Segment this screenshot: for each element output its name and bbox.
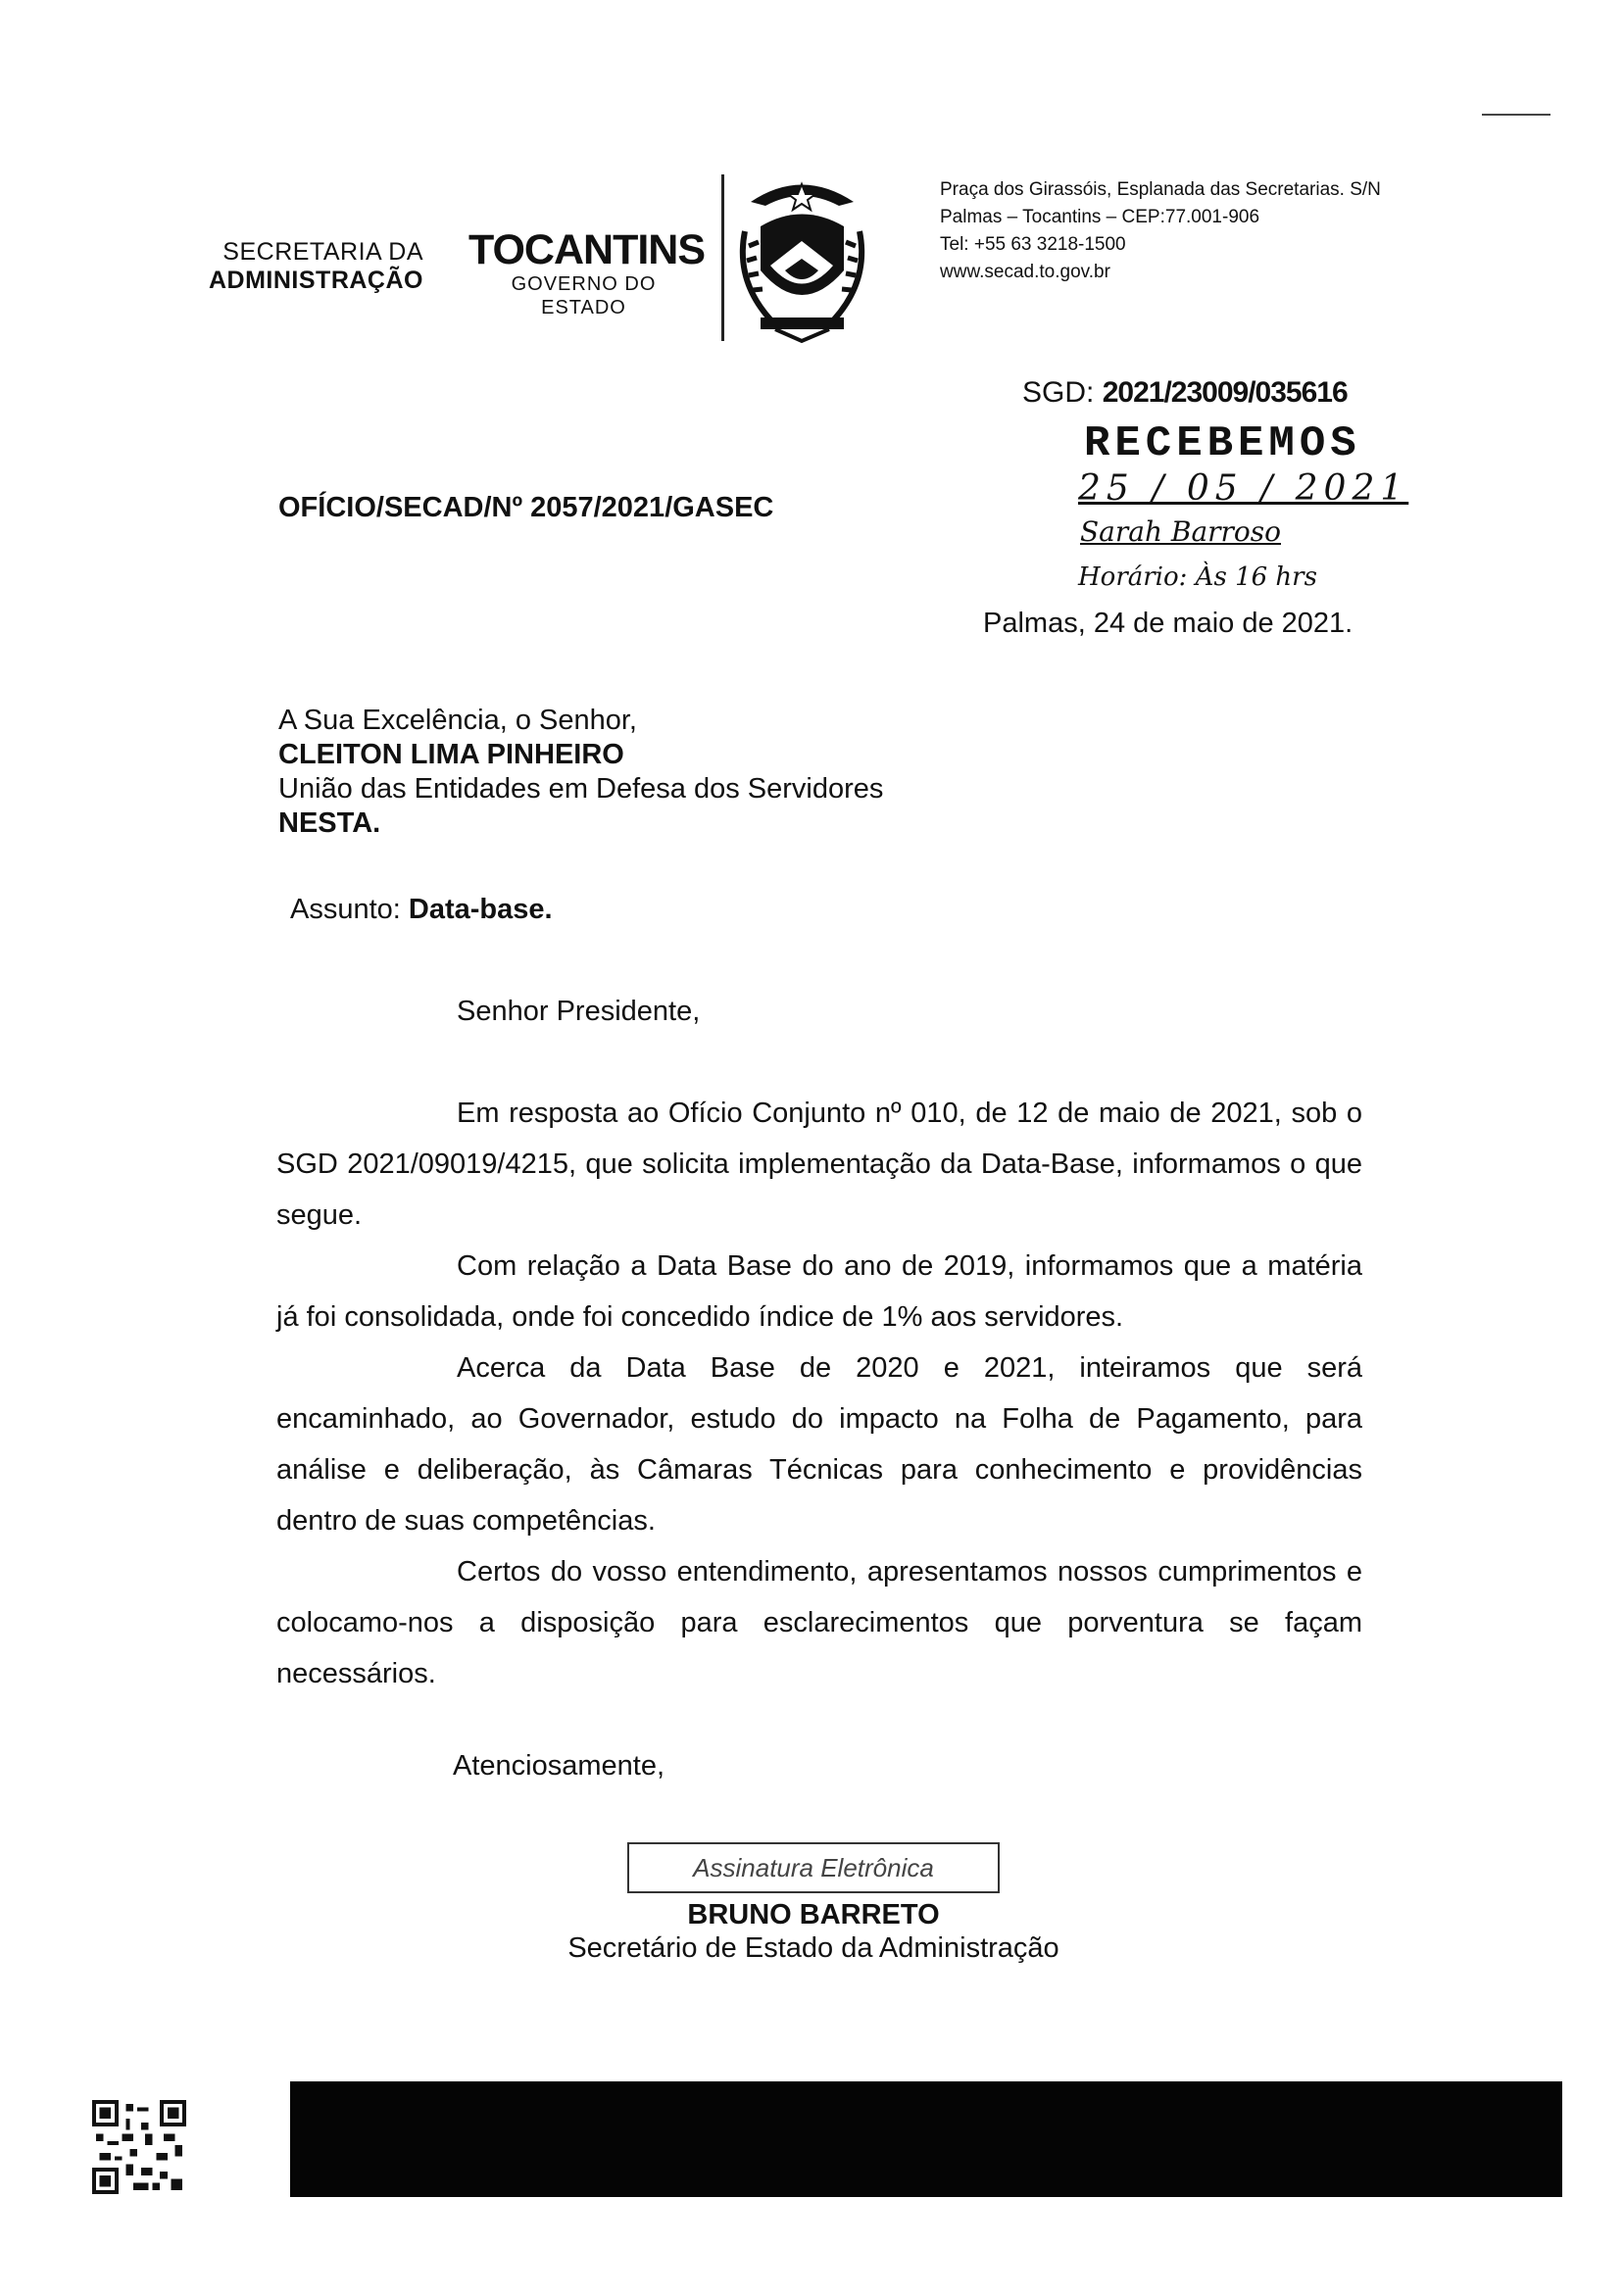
stamp-date: 25 / 05 / 2021	[1078, 468, 1409, 509]
subject-label: Assunto:	[290, 894, 401, 925]
addressee-greeting: A Sua Excelência, o Senhor,	[278, 705, 637, 736]
header-divider	[721, 174, 724, 341]
received-stamp: RECEBEMOS	[1084, 419, 1361, 468]
sgd-label: SGD:	[1022, 376, 1095, 409]
redacted-block	[290, 2081, 1562, 2197]
document-number: OFÍCIO/SECAD/Nº 2057/2021/GASEC	[278, 492, 774, 523]
electronic-signature-box: Assinatura Eletrônica	[627, 1842, 1000, 1893]
state-name: TOCANTINS	[468, 226, 706, 273]
body-paragraph: Com relação a Data Base do ano de 2019, informamos que a matéria já foi consolidada, onde foi concedido índice de 1% aos servidores.	[276, 1250, 1362, 1333]
document-date: Palmas, 24 de maio de 2021.	[983, 608, 1353, 639]
body-paragraph: Acerca da Data Base de 2020 e 2021, inteiramos que será encaminhado, ao Governador, estudo do impacto na Folha de Pagamento, para análise e deliberação, às Câmaras Técnicas para conhecimento e providências dentro de suas competências.	[276, 1352, 1362, 1537]
contact-address: Praça dos Girassóis, Esplanada das Secretarias. S/N	[940, 179, 1381, 200]
signer-name: BRUNO BARRETO	[687, 1899, 940, 1930]
state-logo-text	[468, 226, 706, 319]
contact-info	[940, 176, 1381, 286]
signer-role: Secretário de Estado da Administração	[567, 1932, 1059, 1964]
secretaria-name	[206, 238, 423, 295]
body-paragraph: Em resposta ao Ofício Conjunto nº 010, de 12 de maio de 2021, sob o SGD 2021/09019/4215, que solicita implementação da Data-Base, informamos o que segue.	[276, 1098, 1362, 1231]
subject-value: Data-base.	[408, 894, 553, 925]
stamp-time: Horário: Às 16 hrs	[1078, 562, 1317, 592]
stamp-signature: Sarah Barroso	[1080, 515, 1282, 548]
contact-website: www.secad.to.gov.br	[940, 262, 1110, 282]
scan-mark	[1482, 114, 1550, 116]
qr-code-icon	[92, 2099, 186, 2195]
body-paragraph: Certos do vosso entendimento, apresentamos nossos cumprimentos e colocamo-nos a disposição para esclarecimentos que porventura se façam necessários.	[276, 1556, 1362, 1689]
addressee-place: NESTA.	[278, 807, 381, 839]
secretaria-line2: ADMINISTRAÇÃO	[209, 267, 423, 294]
contact-city: Palmas – Tocantins – CEP:77.001-906	[940, 207, 1260, 227]
letter-body	[276, 1088, 1362, 1699]
closing: Atenciosamente,	[453, 1750, 665, 1782]
subject-line	[290, 894, 553, 926]
sgd-number: 2021/23009/035616	[1102, 376, 1348, 409]
sgd-reference	[1022, 376, 1348, 410]
addressee-name: CLEITON LIMA PINHEIRO	[278, 739, 624, 770]
state-subtitle: GOVERNO DO ESTADO	[511, 273, 657, 318]
addressee-org: União das Entidades em Defesa dos Servidores	[278, 773, 884, 805]
secretaria-line1: SECRETARIA DA	[222, 238, 423, 266]
contact-phone: Tel: +55 63 3218-1500	[940, 234, 1126, 255]
state-coat-of-arms-icon	[731, 172, 873, 345]
salutation: Senhor Presidente,	[457, 996, 701, 1027]
addressee-block	[278, 704, 883, 841]
